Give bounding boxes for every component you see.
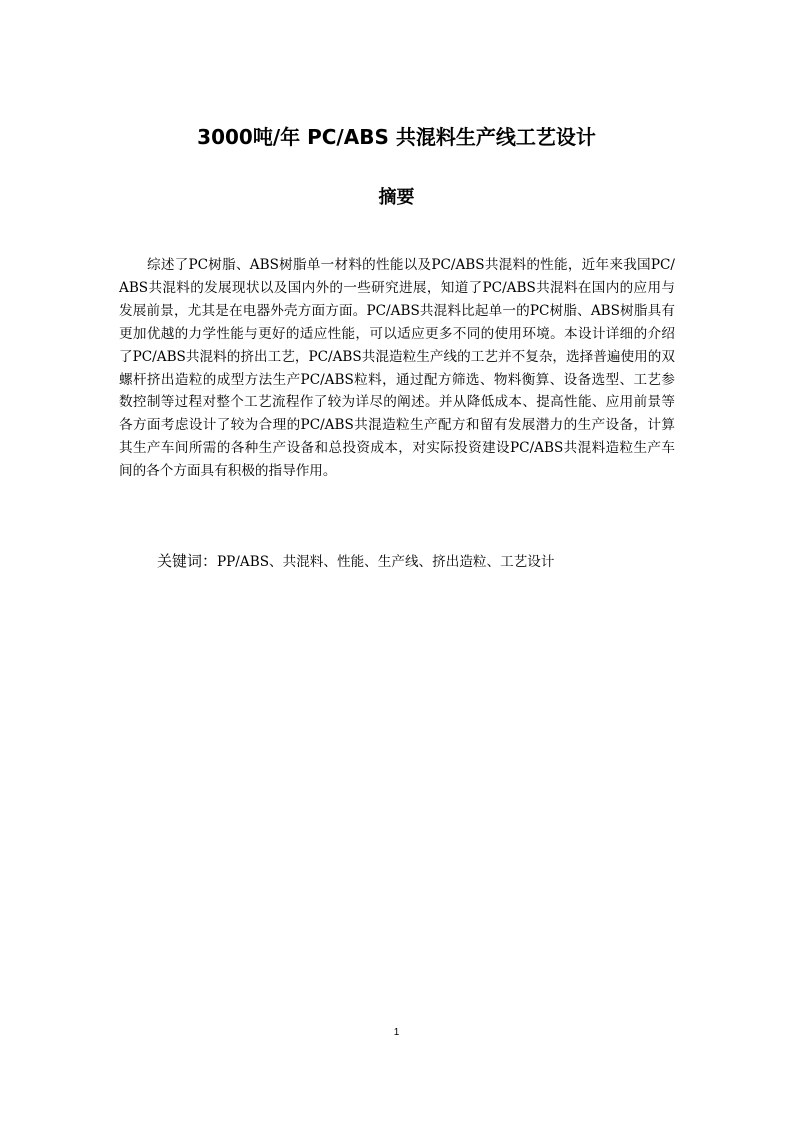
abstract-body: 综述了PC树脂、ABS树脂单一材料的性能以及PC/ABS共混料的性能，近年来我国PC/ABS共混料的发展现状以及国内外的一些研究进展，知道了PC/ABS共混料在国内的应用与发展前景，尤其是在电器外壳方面方面。PC/ABS共混料比起单一的PC树脂、ABS树脂具有更加优越的力学性能与更好的适应性能，可以适应更多不同的使用环境。本设计详细的介绍了PC/ABS共混料的挤出工艺，PC/ABS共混造粒生产线的工艺并不复杂，选择普遍使用的双螺杆挤出造粒的成型方法生产PC/ABS粒料，通过配方筛选、物料衡算、设备选型、工艺参数控制等过程对整个工艺流程作了较为详尽的阐述。并从降低成本、提高性能、应用前景等各方面考虑设计了较为合理的PC/ABS共混造粒生产配方和留有发展潜力的生产设备，计算其生产车间所需的各种生产设备和总投资成本，对实际投资建设PC/ABS共混料造粒生产车间的各个方面具有积极的指导作用。 [119,257,675,480]
abstract-heading: 摘要 [378,187,415,208]
document-title: 3000吨/年 PC/ABS 共混料生产线工艺设计 [197,125,596,149]
keywords-text: PP/ABS、共混料、性能、生产线、挤出造粒、工艺设计 [217,554,555,570]
keywords-label: 关键词： [157,552,218,570]
keywords-line [119,550,675,573]
page-number: 1 [393,1027,400,1038]
